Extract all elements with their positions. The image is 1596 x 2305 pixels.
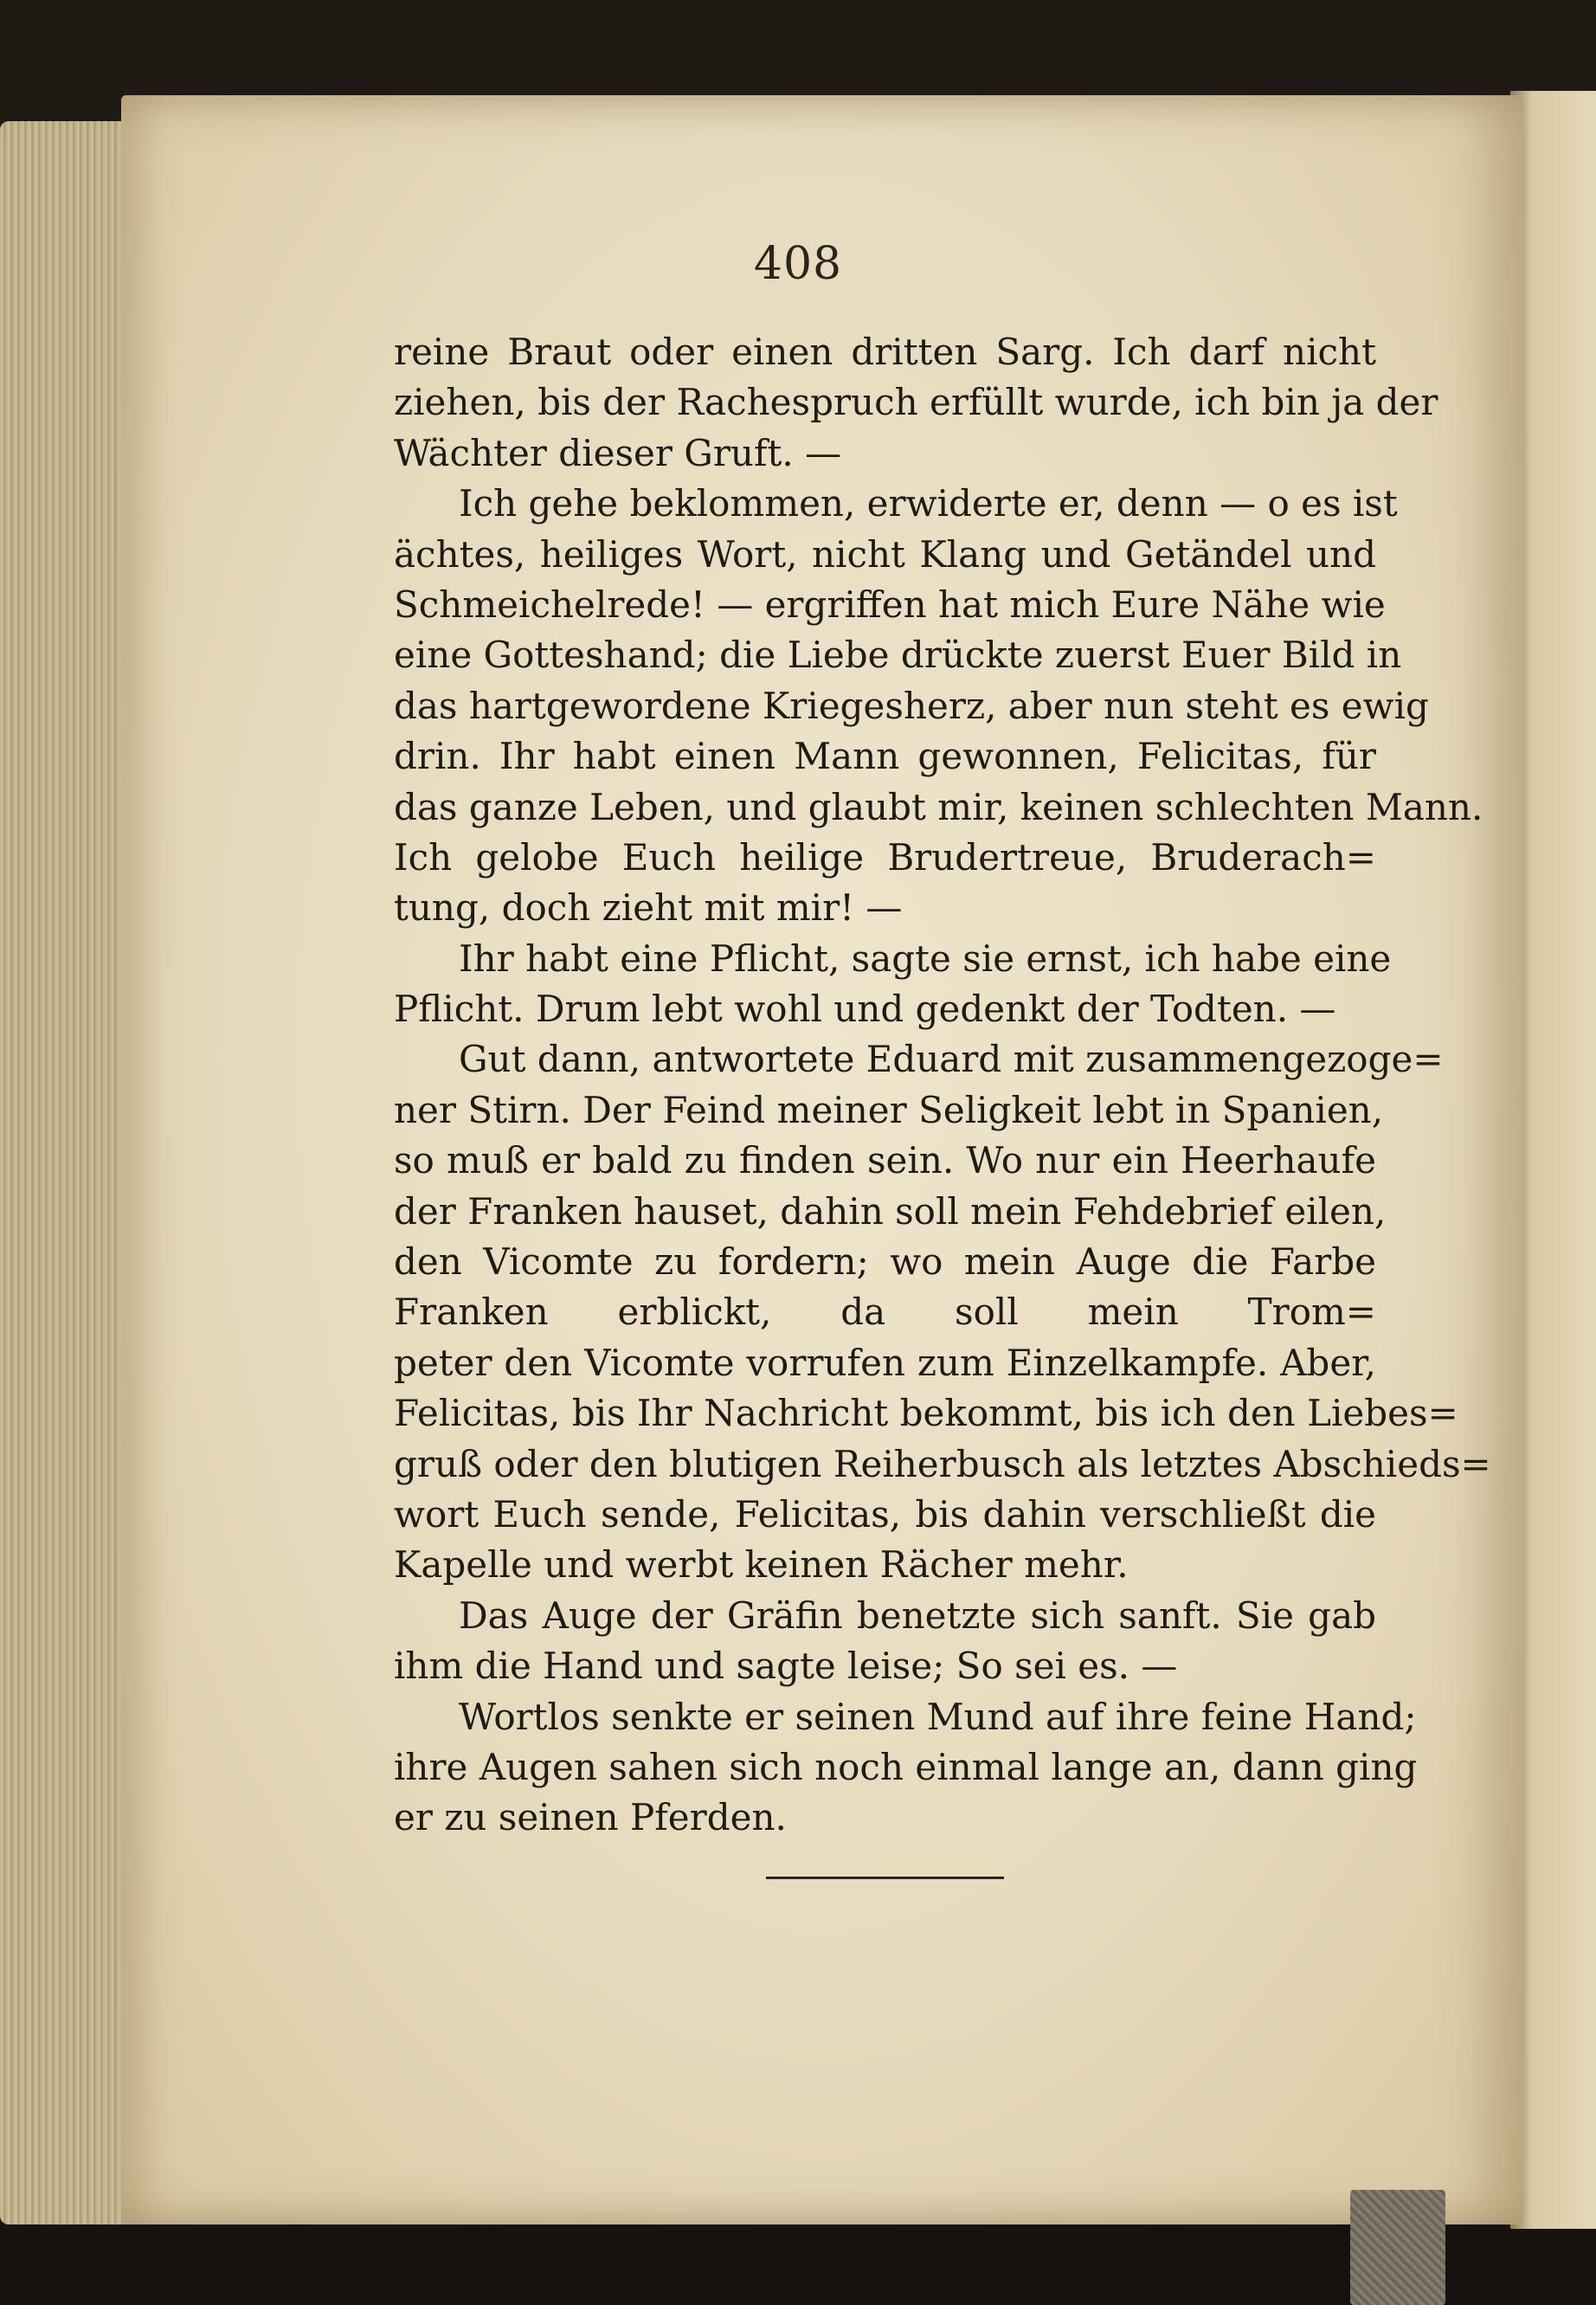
bookmark-ribbon: [1350, 2190, 1445, 2305]
text-line: ner Stirn. Der Feind meiner Seligkeit lebt in Spanien,: [394, 1088, 1384, 1131]
text-line: ihm die Hand und sagte leise; So sei es. —: [394, 1645, 1178, 1688]
text-line: ihre Augen sahen sich noch einmal lange an, dann ging: [394, 1745, 1418, 1788]
text-line: das hartgewordene Kriegesherz, aber nun steht es ewig: [394, 684, 1429, 727]
text-line: Ihr habt eine Pflicht, sagte sie ernst, ich habe eine: [459, 937, 1392, 980]
text-line: Franken erblickt, da soll mein Trom=: [394, 1291, 1376, 1334]
text-line: er zu seinen Pferden.: [394, 1796, 787, 1839]
text-line: Gut dann, antwortete Eduard mit zusammengezoge=: [459, 1038, 1444, 1081]
text-line: drin. Ihr habt einen Mann gewonnen, Felicitas, für: [394, 735, 1376, 778]
text-line: Ich gehe beklommen, erwiderte er, denn — o es ist: [459, 482, 1398, 525]
text-line: den Vicomte zu fordern; wo mein Auge die Farbe: [394, 1240, 1376, 1284]
page-number: 408: [753, 238, 843, 290]
text-line: eine Gotteshand; die Liebe drückte zuerst Euer Bild in: [394, 634, 1402, 677]
text-line: Wortlos senkte er seinen Mund auf ihre feine Hand;: [459, 1695, 1417, 1738]
text-line: Das Auge der Gräfin benetzte sich sanft. Sie gab: [459, 1594, 1376, 1637]
body-text: [394, 327, 1491, 1844]
text-line: der Franken hauset, dahin soll mein Fehdebrief eilen,: [394, 1189, 1387, 1233]
text-line: ächtes, heiliges Wort, nicht Klang und Getändel und: [394, 532, 1376, 576]
text-line: Wächter dieser Gruft. —: [394, 431, 842, 474]
text-line: das ganze Leben, und glaubt mir, keinen schlechten Mann.: [394, 785, 1483, 828]
text-line: gruß oder den blutigen Reiherbusch als letztes Abschieds=: [394, 1442, 1491, 1485]
text-line: so muß er bald zu finden sein. Wo nur ein Heerhaufe: [394, 1139, 1376, 1182]
text-line: Schmeichelrede! — ergriffen hat mich Eure Nähe wie: [394, 583, 1386, 626]
text-line: wort Euch sende, Felicitas, bis dahin verschließt die: [394, 1492, 1376, 1536]
text-line: reine Braut oder einen dritten Sarg. Ich darf nicht: [394, 331, 1376, 373]
text-line: tung, doch zieht mit mir! —: [394, 886, 903, 930]
text-line: peter den Vicomte vorrufen zum Einzelkampfe. Aber,: [394, 1341, 1376, 1384]
end-rule: [766, 1877, 1004, 1879]
text-line: ziehen, bis der Rachespruch erfüllt wurde, ich bin ja der: [394, 381, 1438, 424]
text-line: Felicitas, bis Ihr Nachricht bekommt, bis ich den Liebes=: [394, 1392, 1458, 1435]
text-line: Ich gelobe Euch heilige Brudertreue, Bruderach=: [394, 835, 1376, 879]
text-line: Pflicht. Drum lebt wohl und gedenkt der Todten. —: [394, 988, 1336, 1031]
text-line: Kapelle und werbt keinen Rächer mehr.: [394, 1543, 1129, 1587]
